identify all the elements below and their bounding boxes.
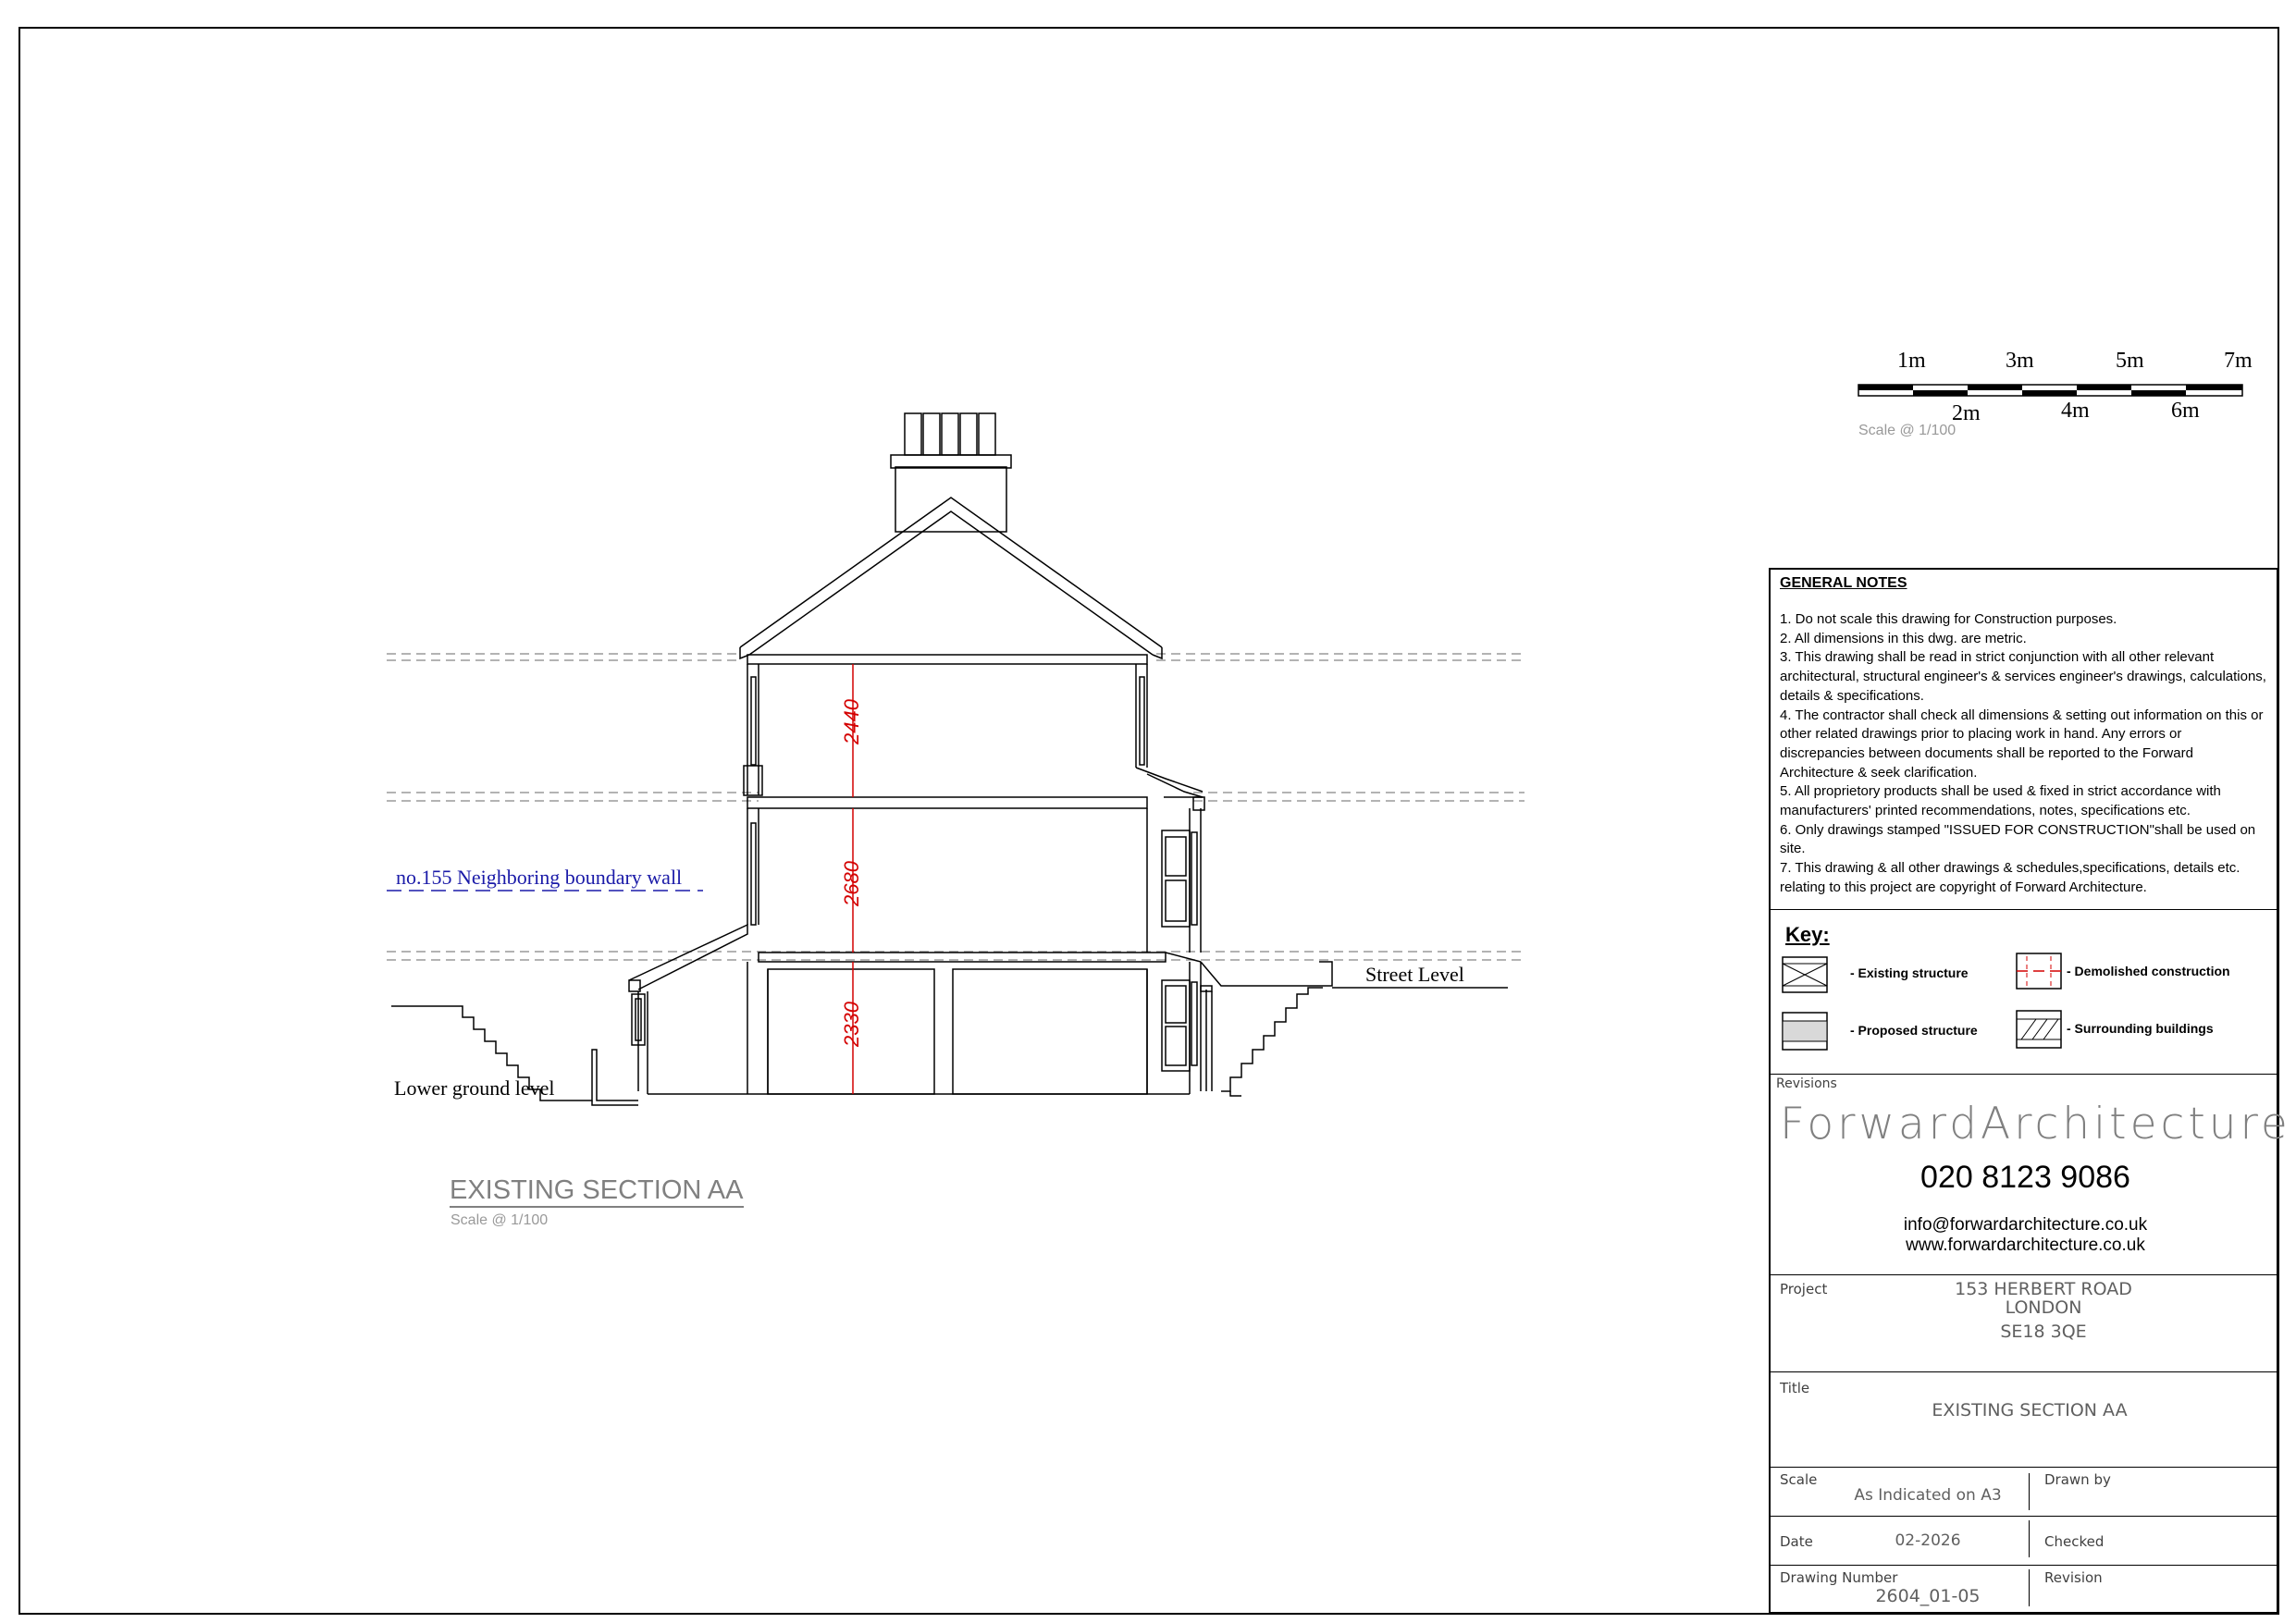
scale-bar-caption: Scale @ 1/100 [1858, 423, 1957, 438]
section-scale: Scale @ 1/100 [451, 1212, 549, 1228]
company-website: www.forwardarchitecture.co.uk [1906, 1236, 2145, 1255]
date-value: 02-2026 [1895, 1531, 1961, 1550]
building-section [391, 413, 1508, 1105]
revisions-label: Revisions [1776, 1076, 1837, 1091]
level-lines [387, 654, 1524, 960]
scale-label-3m: 3m [2006, 349, 2034, 373]
scale-label-1m: 1m [1897, 349, 1926, 373]
scale-label-2m: 2m [1952, 401, 1981, 425]
key-demolished-label: - Demolished construction [2067, 964, 2230, 978]
project-section [1771, 1274, 2277, 1371]
key-section [1771, 909, 2277, 1074]
title-label: Title [1780, 1380, 1810, 1396]
note-item: 3. This drawing shall be read in strict conjunction with all other relevant architectural, structural engineer's & services engineer's drawings, calculations, details & specifications. [1780, 649, 2266, 704]
scale-label-7m: 7m [2224, 349, 2253, 373]
general-notes-heading: GENERAL NOTES [1780, 575, 1907, 591]
title-value: EXISTING SECTION AA [1932, 1400, 2128, 1420]
surrounding-buildings-swatch [2016, 1010, 2062, 1049]
proposed-structure-swatch [1782, 1012, 1828, 1051]
project-label: Project [1780, 1281, 1828, 1297]
drawing-number-value: 2604_01-05 [1875, 1586, 1981, 1606]
project-line-2: LONDON [2005, 1297, 2082, 1318]
note-item: 7. This drawing & all other drawings & schedules,specifications, details etc. relating to this project are copyright of Forward Architecture. [1780, 860, 2240, 895]
key-proposed-label: - Proposed structure [1850, 1023, 1978, 1038]
boundary-wall-label: no.155 Neighboring boundary wall [396, 866, 683, 889]
note-item: 1. Do not scale this drawing for Construction purposes. [1780, 611, 2117, 627]
company-email: info@forwardarchitecture.co.uk [1903, 1215, 2148, 1235]
note-item: 6. Only drawings stamped "ISSUED FOR CONSTRUCTION"shall be used on site. [1780, 821, 2256, 857]
date-label: Date [1780, 1533, 1813, 1550]
note-item: 2. All dimensions in this dwg. are metric. [1780, 630, 2027, 646]
scale-label-6m: 6m [2171, 399, 2200, 423]
street-level-label: Street Level [1365, 963, 1464, 986]
scale-label-5m: 5m [2116, 349, 2144, 373]
scale-label-4m: 4m [2061, 399, 2090, 423]
checked-label: Checked [2044, 1533, 2105, 1550]
project-line-1: 153 HERBERT ROAD [1955, 1279, 2132, 1299]
scale-label: Scale [1780, 1471, 1818, 1488]
project-line-3: SE18 3QE [2000, 1322, 2087, 1342]
drawing-number-row [1771, 1565, 2277, 1616]
existing-structure-swatch [1782, 956, 1828, 993]
note-item: 5. All proprietory products shall be used & fixed in strict accordance with manufacturers' printed recommendations, notes, specifications etc. [1780, 783, 2221, 819]
company-section [1771, 1074, 2291, 1274]
key-heading: Key: [1785, 923, 1830, 946]
section-title: EXISTING SECTION AA [450, 1175, 744, 1205]
dimension-2330: 2330 [840, 1002, 863, 1047]
dimension-2440: 2440 [840, 699, 863, 744]
scale-bar [1858, 385, 2242, 396]
demolished-construction-swatch [2016, 953, 2062, 990]
key-surrounding-label: - Surrounding buildings [2067, 1021, 2214, 1036]
company-logo: ForwardArchitecture [1780, 1099, 2291, 1150]
key-existing-label: - Existing structure [1850, 965, 1969, 980]
drawn-by-label: Drawn by [2044, 1471, 2111, 1488]
title-block [1769, 568, 2291, 1614]
lower-ground-label: Lower ground level [394, 1076, 555, 1100]
drawing-number-label: Drawing Number [1780, 1569, 1898, 1586]
revision-label: Revision [2044, 1569, 2103, 1586]
company-phone: 020 8123 9086 [1920, 1160, 2130, 1195]
general-notes-list [1780, 610, 2270, 898]
note-item: 4. The contractor shall check all dimensions & setting out information on this or other related drawings prior to placing work in hand. Any errors or discrepancies between documents shall be reported to the Forward Architecture & seek clarification. [1780, 707, 2264, 781]
scale-value: As Indicated on A3 [1854, 1486, 2002, 1505]
title-section [1771, 1371, 2277, 1467]
date-row [1771, 1516, 2277, 1565]
dimension-2680: 2680 [840, 861, 863, 906]
scale-row [1771, 1467, 2277, 1516]
